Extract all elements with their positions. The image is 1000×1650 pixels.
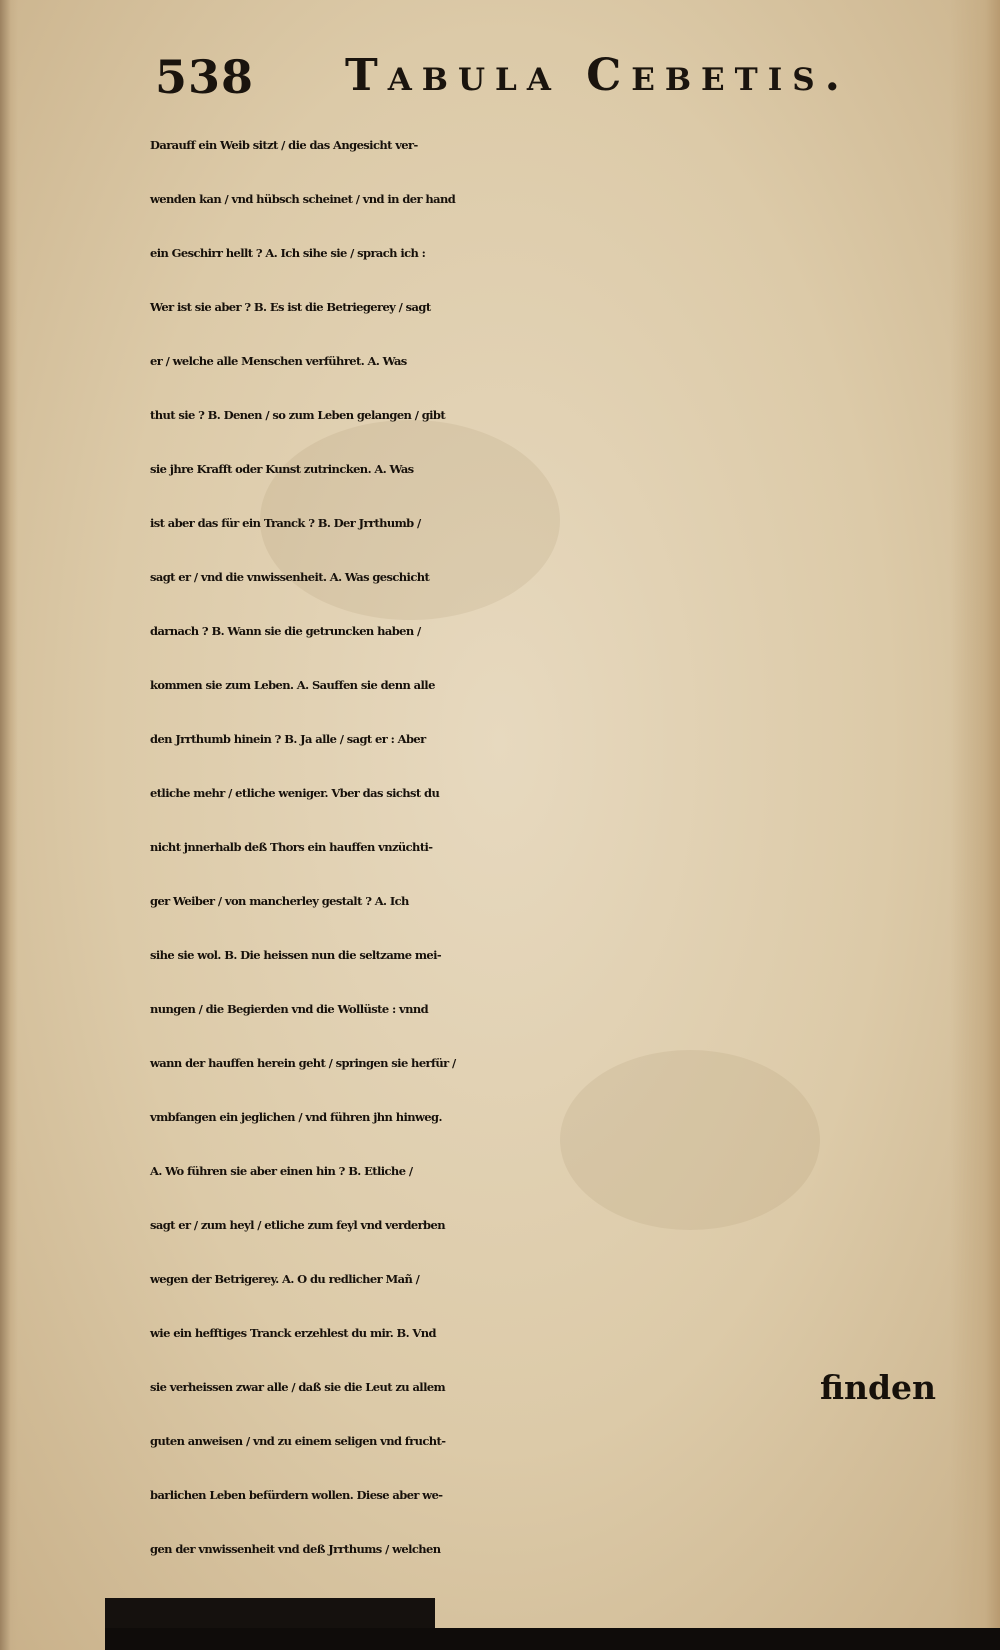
catchword: finden	[820, 1368, 937, 1407]
page-header	[155, 50, 945, 120]
text-line: er / welche alle Menschen verführet. A. Was	[150, 354, 407, 368]
text-line: nicht jnnerhalb deß Thors ein hauffen vnzüchti-	[150, 840, 433, 854]
text-line: darnach ? B. Wann sie die getruncken haben /	[150, 624, 421, 638]
text-line: nungen / die Begierden vnd die Wollüste : vnnd	[150, 1002, 429, 1016]
page-edge-shadow	[950, 0, 1000, 1650]
text-line: ist aber das für ein Tranck ? B. Der Jrrthumb /	[150, 516, 421, 530]
page-number: 538	[155, 50, 255, 104]
text-line: thut sie ? B. Denen / so zum Leben gelangen / gibt	[150, 408, 446, 422]
text-line: Wer ist sie aber ? B. Es ist die Betriegerey / sagt	[150, 300, 431, 314]
text-line: sagt er / zum heyl / etliche zum feyl vnd verderben	[150, 1218, 445, 1232]
text-line: vmbfangen ein jeglichen / vnd führen jhn hinweg.	[150, 1110, 442, 1124]
text-line: etliche mehr / etliche weniger. Vber das sichst du	[150, 786, 440, 800]
running-title: Tabula Cebetis.	[345, 50, 850, 101]
text-line: A. Wo führen sie aber einen hin ? B. Etliche /	[150, 1164, 413, 1178]
text-line: wenden kan / vnd hübsch scheinet / vnd in der hand	[150, 192, 456, 206]
page-gutter-shadow	[0, 0, 18, 1650]
text-line: sie verheissen zwar alle / daß sie die Leut zu allem	[150, 1380, 446, 1394]
text-line: sagt er / vnd die vnwissenheit. A. Was geschicht	[150, 570, 430, 584]
text-line: wann der hauffen herein geht / springen sie herfür /	[150, 1056, 456, 1070]
text-line: gen der vnwissenheit vnd deß Jrrthums / welchen	[150, 1542, 441, 1556]
text-line: sie jhre Krafft oder Kunst zutrincken. A. Was	[150, 462, 414, 476]
text-line: Darauff ein Weib sitzt / die das Angesicht ver-	[150, 138, 418, 152]
text-line: guten anweisen / vnd zu einem seligen vnd frucht-	[150, 1434, 446, 1448]
text-line: sihe sie wol. B. Die heissen nun die seltzame mei-	[150, 948, 442, 962]
text-line: barlichen Leben befürdern wollen. Diese aber we-	[150, 1488, 443, 1502]
text-line: den Jrrthumb hinein ? B. Ja alle / sagt er : Aber	[150, 732, 426, 746]
text-line: ein Geschirr hellt ? A. Ich sihe sie / sprach ich :	[150, 246, 426, 260]
text-line: wie ein hefftiges Tranck erzehlest du mir. B. Vnd	[150, 1326, 436, 1340]
text-line: wegen der Betrigerey. A. O du redlicher Mañ /	[150, 1272, 420, 1286]
text-line: kommen sie zum Leben. A. Sauffen sie denn alle	[150, 678, 435, 692]
scan-edge-bar	[105, 1628, 1000, 1650]
text-line: ger Weiber / von mancherley gestalt ? A. Ich	[150, 894, 409, 908]
